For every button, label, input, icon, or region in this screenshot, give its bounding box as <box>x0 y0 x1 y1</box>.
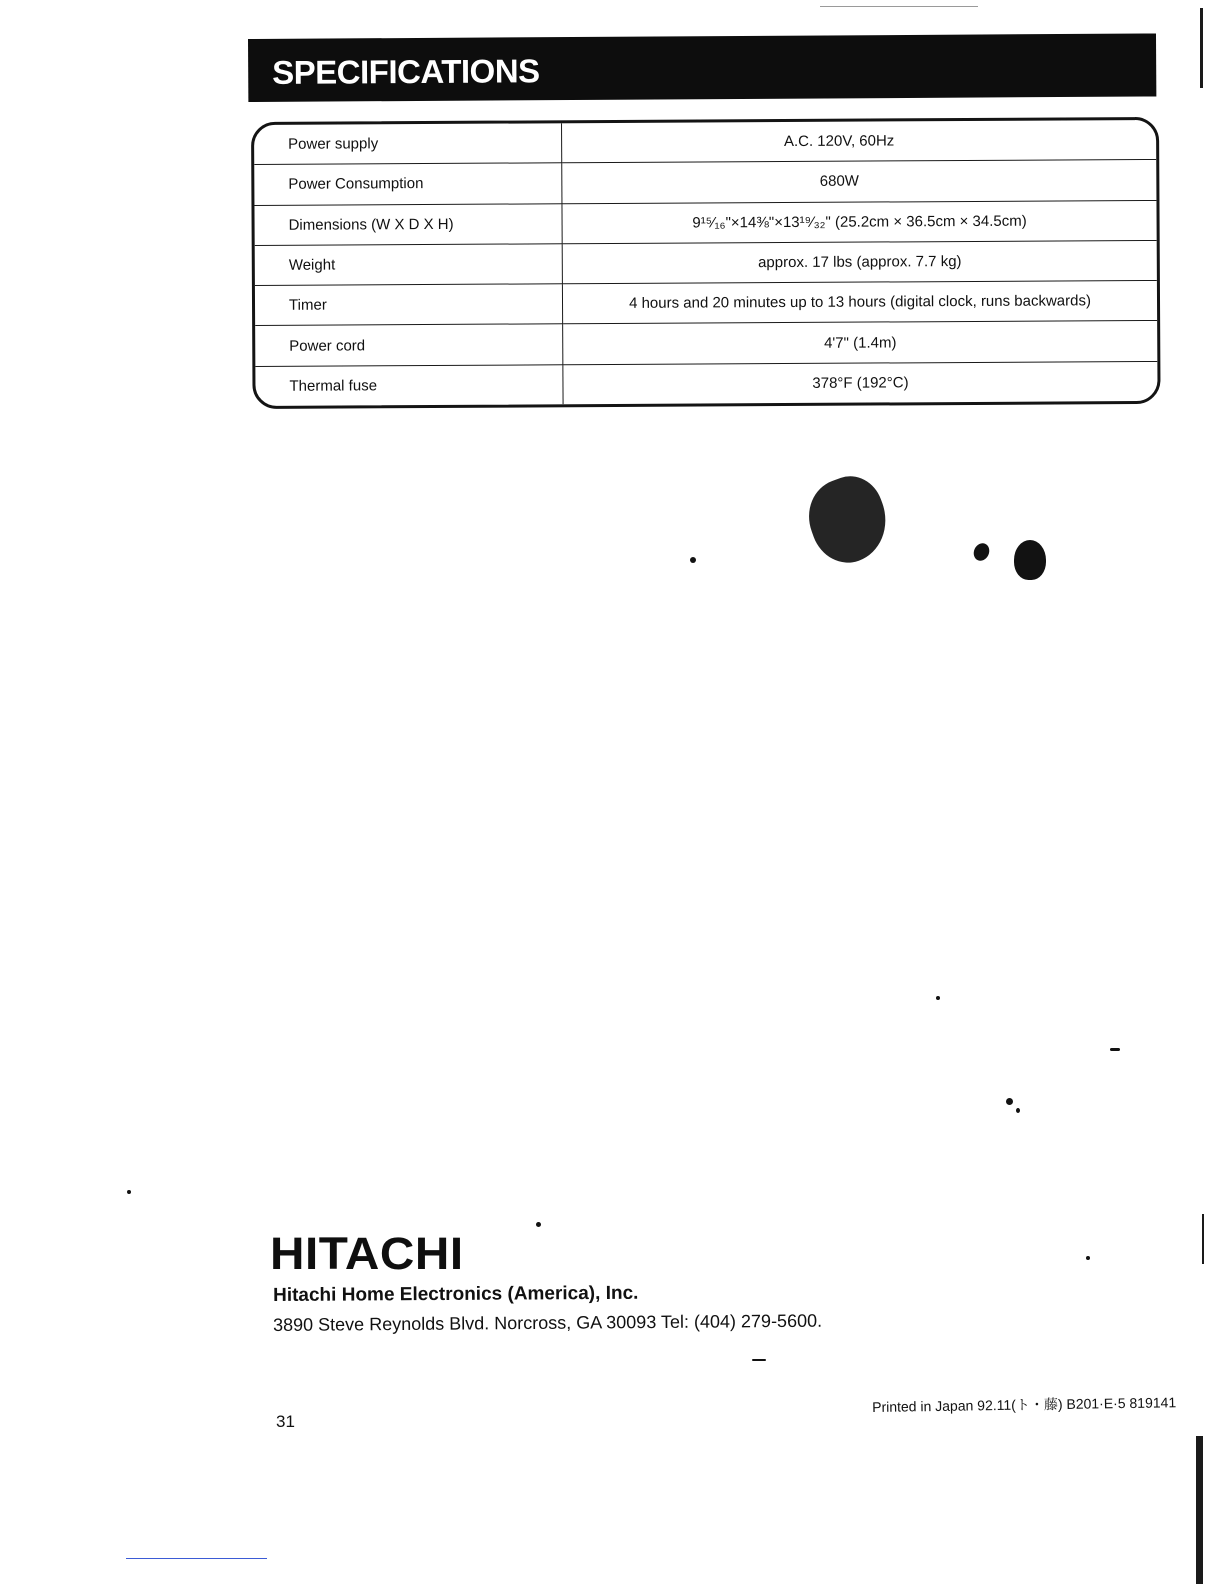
spec-label: Timer <box>255 284 563 326</box>
print-info: Printed in Japan 92.11(ト・藤) B201·E·5 819141 <box>872 1394 1177 1415</box>
spec-value: approx. 17 lbs (approx. 7.7 kg) <box>562 240 1157 284</box>
spec-value: 4'7" (1.4m) <box>563 321 1158 365</box>
spec-value: 378°F (192°C) <box>812 374 909 392</box>
section-banner <box>248 33 1156 102</box>
spec-label: Power supply <box>254 123 562 164</box>
scan-edge-mark <box>1200 8 1203 88</box>
brand-logo: HITACHI <box>270 1228 464 1279</box>
spec-value: 4 hours and 20 minutes up to 13 hours (digital clock, runs backwards) <box>562 281 1157 325</box>
table-row <box>255 281 1157 326</box>
spec-table <box>254 120 1158 406</box>
company-address: 3890 Steve Reynolds Blvd. Norcross, GA 30093 Tel: (404) 279-5600. <box>273 1310 823 1335</box>
scan-edge-mark <box>1202 1214 1204 1264</box>
spec-value: 680W <box>562 160 1157 204</box>
ink-speck <box>1006 1098 1013 1105</box>
ink-speck <box>1110 1048 1120 1051</box>
spec-label: Thermal fuse <box>255 364 563 406</box>
ink-blot <box>1014 540 1046 580</box>
ink-speck <box>936 996 940 1000</box>
ink-blot <box>690 557 696 563</box>
spec-label: Power Consumption <box>254 163 562 205</box>
company-name: Hitachi Home Electronics (America), Inc. <box>273 1282 639 1306</box>
ink-speck <box>127 1190 131 1194</box>
table-row <box>254 160 1156 205</box>
ink-speck <box>1086 1256 1090 1260</box>
ink-speck <box>752 1359 766 1361</box>
table-row <box>254 200 1156 245</box>
spec-label: Weight <box>255 244 563 286</box>
ink-speck <box>536 1222 541 1227</box>
spec-value: 9¹⁵⁄₁₆"×14⅜"×13¹⁹⁄₃₂" (25.2cm × 36.5cm × 34.5cm) <box>562 200 1157 244</box>
ink-blot <box>971 541 992 564</box>
top-scan-rule <box>820 6 978 7</box>
page-number: 31 <box>276 1412 295 1431</box>
scan-edge-mark <box>1196 1436 1203 1584</box>
spec-value: A.C. 120V, 60Hz <box>562 120 1157 163</box>
table-row <box>254 120 1156 165</box>
table-row <box>255 240 1157 285</box>
spec-label: Power cord <box>255 324 563 366</box>
table-row <box>255 361 1157 406</box>
bottom-link-underline <box>126 1558 267 1559</box>
ink-speck <box>1016 1108 1020 1113</box>
ink-blot <box>798 468 898 573</box>
spec-table-frame <box>251 117 1161 409</box>
spec-label: Dimensions (W X D X H) <box>254 203 562 245</box>
section-title: SPECIFICATIONS <box>272 52 540 91</box>
table-row <box>255 321 1157 366</box>
